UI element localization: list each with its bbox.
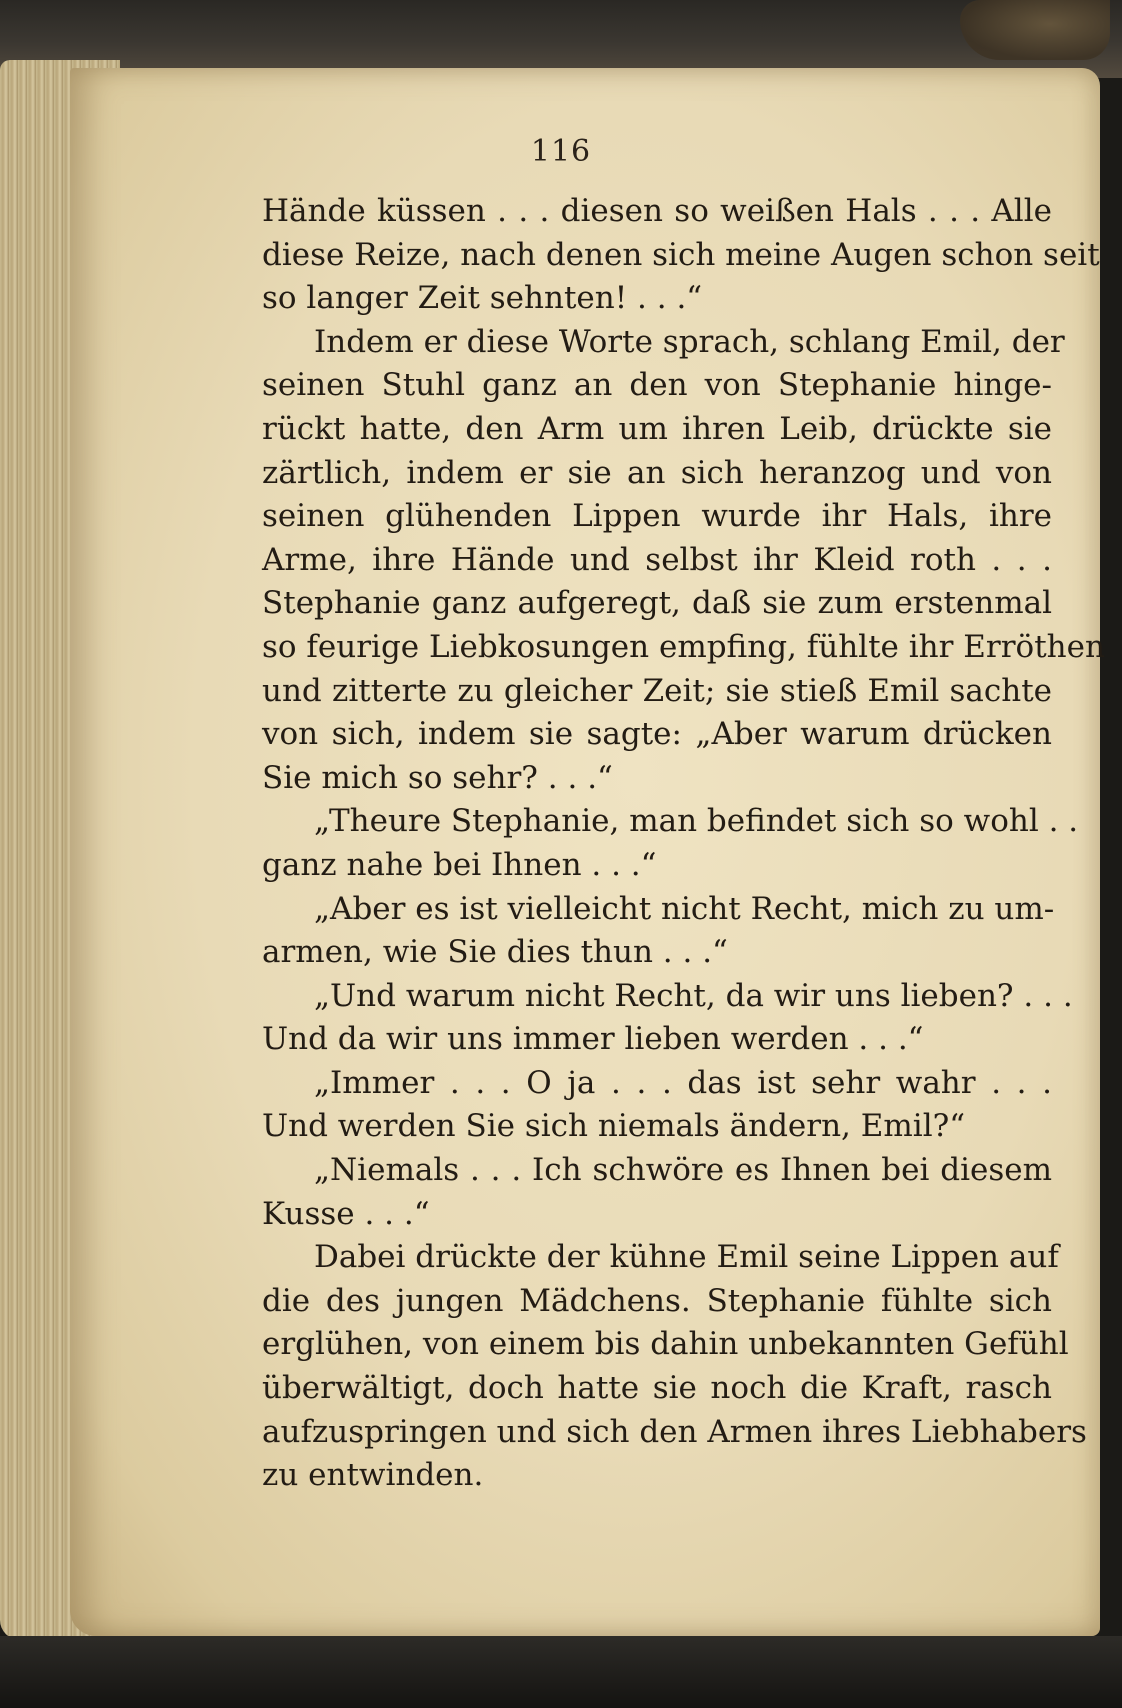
text-line: Arme, ihre Hände und selbst ihr Kleid roth . . .	[262, 541, 1052, 578]
text-line: zärtlich, indem er sie an sich heranzog und von	[262, 454, 1052, 491]
text-line: „Aber es ist vielleicht nicht Recht, mich zu um-	[314, 890, 1055, 927]
text-line: überwältigt, doch hatte sie noch die Kraft, rasch	[262, 1370, 1052, 1407]
text-line: Und da wir uns immer lieben werden . . .“	[262, 1021, 924, 1058]
text-line: seinen Stuhl ganz an den von Stephanie hinge-	[262, 367, 1052, 404]
text-line: Indem er diese Worte sprach, schlang Emil, der	[314, 323, 1065, 360]
book-binding-bottom	[0, 1636, 1122, 1708]
text-line: von sich, indem sie sagte: „Aber warum drücken	[262, 716, 1052, 753]
text-line: Hände küssen . . . diesen so weißen Hals . . . Alle	[262, 193, 1052, 229]
text-line: armen, wie Sie dies thun . . .“	[262, 934, 728, 971]
text-line: und zitterte zu gleicher Zeit; sie stieß Emil sachte	[262, 672, 1052, 709]
page-number: 116	[530, 134, 592, 169]
text-line: die des jungen Mädchens. Stephanie fühlte sich	[262, 1282, 1052, 1319]
text-line: erglühen, von einem bis dahin unbekannten Gefühl	[262, 1326, 1069, 1363]
text-line: ganz nahe bei Ihnen . . .“	[262, 846, 657, 883]
text-line: so langer Zeit sehnten! . . .“	[262, 280, 703, 317]
bookmark-ribbon	[960, 0, 1110, 60]
text-line: zu entwinden.	[262, 1457, 484, 1494]
text-line: diese Reize, nach denen sich meine Augen schon seit	[262, 236, 1100, 273]
body-text	[262, 190, 1105, 1498]
text-line: so feurige Liebkosungen empfing, fühlte ihr Erröthen	[262, 628, 1105, 665]
text-line: „Theure Stephanie, man befindet sich so wohl . .	[314, 803, 1079, 840]
text-line: seinen glühenden Lippen wurde ihr Hals, ihre	[262, 498, 1052, 535]
text-line: „Und warum nicht Recht, da wir uns lieben? . . .	[314, 977, 1073, 1014]
text-line: „Niemals . . . Ich schwöre es Ihnen bei diesem	[314, 1152, 1052, 1189]
text-line: rückt hatte, den Arm um ihren Leib, drückte sie	[262, 410, 1052, 447]
text-line: Dabei drückte der kühne Emil seine Lippen auf	[314, 1239, 1059, 1276]
text-line: Sie mich so sehr? . . .“	[262, 759, 613, 796]
text-line: Stephanie ganz aufgeregt, daß sie zum erstenmal	[262, 585, 1052, 622]
book-binding-top	[0, 0, 1122, 78]
text-line: Und werden Sie sich niemals ändern, Emil?“	[262, 1108, 966, 1145]
text-line: „Immer . . . O ja . . . das ist sehr wahr . . .	[314, 1064, 1052, 1101]
text-line: aufzuspringen und sich den Armen ihres Liebhabers	[262, 1413, 1087, 1450]
text-line: Kusse . . .“	[262, 1195, 430, 1232]
